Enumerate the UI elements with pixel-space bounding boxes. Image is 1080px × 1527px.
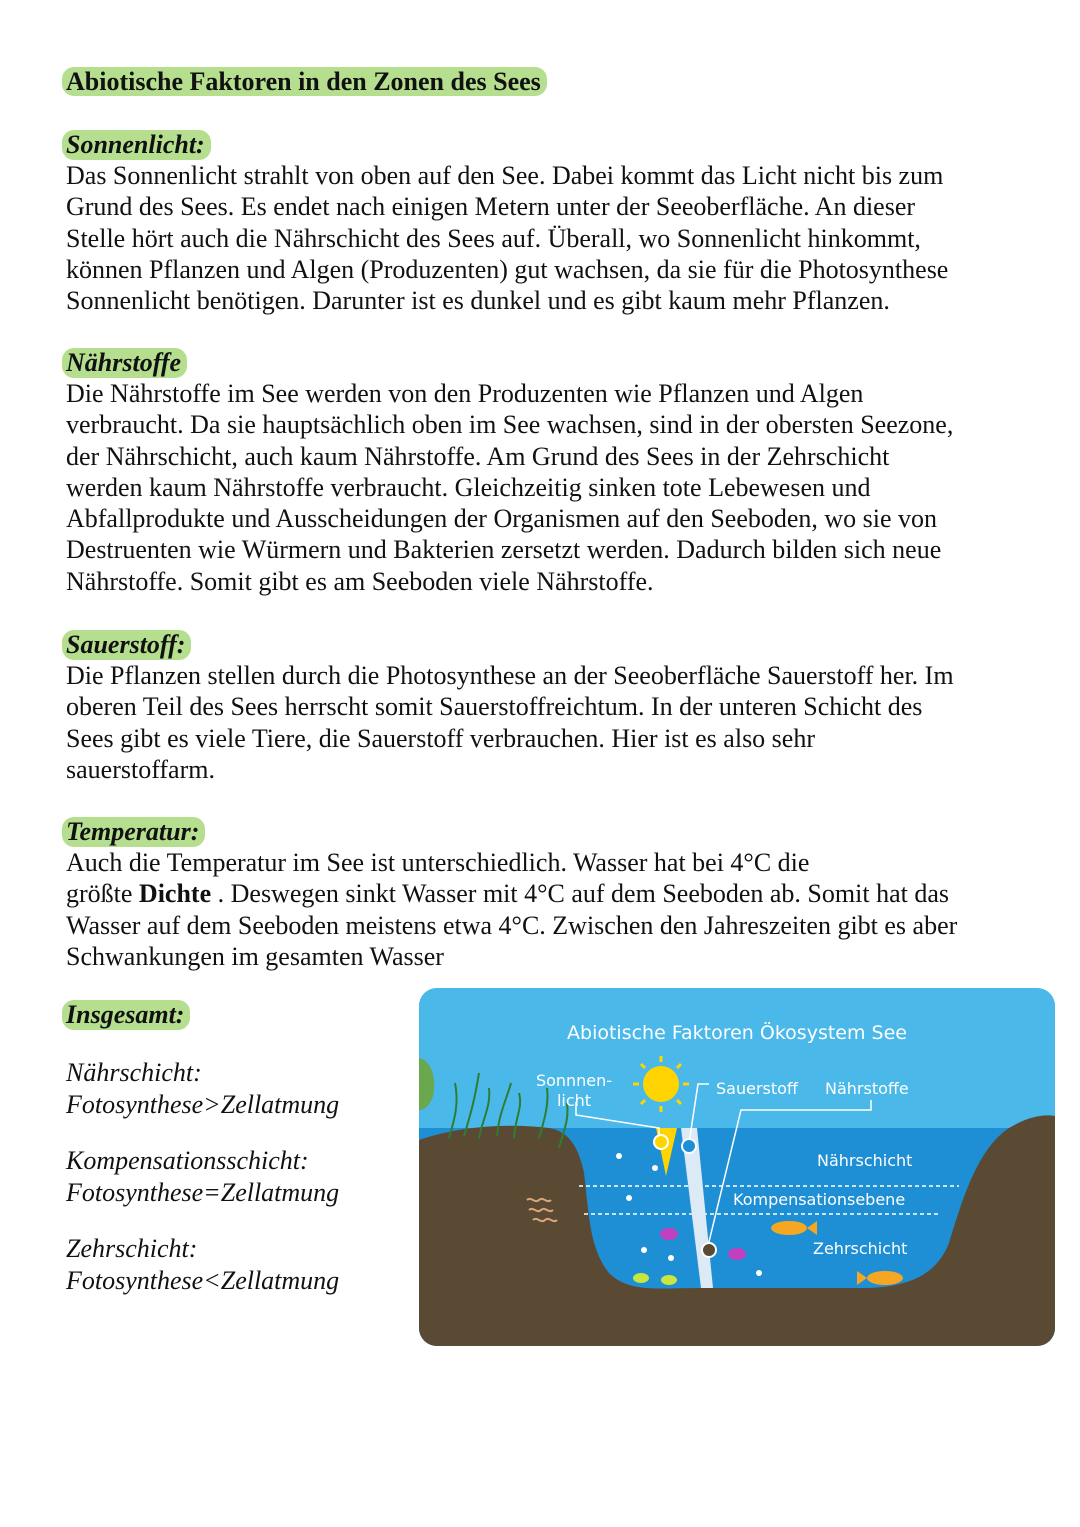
marker-light — [654, 1135, 668, 1149]
summary-kompensationsschicht — [66, 1145, 339, 1209]
label-zehrschicht: Zehrschicht — [813, 1239, 908, 1258]
paragraph-temperatur — [66, 847, 1026, 972]
summary-label: Kompensationsschicht: — [66, 1146, 309, 1175]
section-insgesamt — [66, 1000, 406, 1030]
summary-formula: Fotosynthese>Zellatmung — [66, 1090, 340, 1119]
summary-zehrschicht — [66, 1233, 339, 1297]
summary-formula: Fotosynthese=Zellatmung — [66, 1178, 340, 1207]
text-line: Abfallprodukte und Ausscheidungen der Organismen auf den Seeboden, wo sie von — [66, 504, 938, 534]
text-line: Sees gibt es viele Tiere, die Sauerstoff verbrauchen. Hier ist es also sehr — [66, 723, 815, 753]
label-sonnenlicht-2: licht — [556, 1091, 592, 1110]
text-line: verbraucht. Da sie hauptsächlich oben im See wachsen, sind in der obersten Seezone, — [66, 410, 954, 440]
label-kompensationsebene: Kompensationsebene — [733, 1190, 906, 1209]
text-line: sauerstoffarm. — [66, 754, 215, 784]
heading-insgesamt: Insgesamt: — [62, 1000, 190, 1030]
text-line: Destruenten wie Würmern und Bakterien zersetzt werden. Dadurch bilden sich neue — [66, 535, 942, 565]
section-naehrstoffe — [66, 348, 1026, 597]
section-sauerstoff — [66, 630, 1026, 785]
summary-label: Zehrschicht: — [66, 1234, 198, 1263]
fish-icon — [728, 1248, 746, 1260]
label-sauerstoff: Sauerstoff — [716, 1079, 798, 1098]
page-title — [62, 66, 547, 98]
paragraph-sauerstoff — [66, 660, 1026, 785]
text-line: Auch die Temperatur im See ist unterschiedlich. Wasser hat bei 4°C die — [66, 848, 810, 877]
section-sonnenlicht — [66, 130, 1026, 316]
paragraph-naehrstoffe — [66, 378, 1026, 597]
text-line: werden kaum Nährstoffe verbraucht. Gleichzeitig sinken tote Lebewesen und — [66, 472, 871, 502]
text-line: Sonnenlicht benötigen. Darunter ist es dunkel und es gibt kaum mehr Pflanzen. — [66, 286, 890, 316]
lake-diagram — [419, 988, 1055, 1346]
text-line: Die Pflanzen stellen durch die Photosynthese an der Seeoberfläche Sauerstoff her. Im — [66, 661, 954, 690]
text-line: der Nährschicht, auch kaum Nährstoffe. Am Grund des Sees in der Zehrschicht — [66, 441, 890, 471]
text-line: Stelle hört auch die Nährschicht des Sees auf. Überall, wo Sonnenlicht hinkommt, — [66, 223, 921, 253]
marker-oxygen — [682, 1139, 696, 1153]
summary-label: Nährschicht: — [66, 1058, 202, 1087]
figure-title: Abiotische Faktoren Ökosystem See — [567, 1022, 907, 1044]
text-line: oberen Teil des Sees herrscht somit Sauerstoffreichtum. In der unteren Schicht des — [66, 692, 923, 722]
text-fragment: größte — [66, 879, 139, 909]
text-line: Schwankungen im gesamten Wasser — [66, 941, 444, 971]
heading-sonnenlicht: Sonnenlicht: — [62, 130, 211, 160]
title-highlight: Abiotische Faktoren in den Zonen des Sees — [62, 67, 547, 96]
heading-temperatur: Temperatur: — [62, 817, 205, 847]
text-line: Das Sonnenlicht strahlt von oben auf den See. Dabei kommt das Licht nicht bis zum — [66, 161, 944, 190]
bold-term-dichte: Dichte — [138, 879, 212, 909]
heading-sauerstoff: Sauerstoff: — [62, 630, 191, 660]
summary-naehrschicht — [66, 1057, 339, 1121]
label-naehrstoffe: Nährstoffe — [825, 1079, 909, 1098]
summary-formula: Fotosynthese<Zellatmung — [66, 1266, 340, 1295]
text-line: Nährstoffe. Somit gibt es am Seeboden viele Nährstoffe. — [66, 566, 654, 596]
heading-naehrstoffe: Nährstoffe — [62, 348, 187, 378]
text-line: Die Nährstoffe im See werden von den Produzenten wie Pflanzen und Algen — [66, 379, 864, 408]
label-naehrschicht: Nährschicht — [817, 1151, 913, 1170]
label-sonnenlicht-1: Sonnnen- — [535, 1071, 613, 1090]
text-line: Wasser auf dem Seeboden meistens etwa 4°C. Zwischen den Jahreszeiten gibt es aber — [66, 910, 958, 940]
text-line: können Pflanzen und Algen (Produzenten) gut wachsen, da sie für die Photosynthese — [66, 254, 949, 284]
paragraph-sonnenlicht — [66, 160, 1026, 316]
text-line: Grund des Sees. Es endet nach einigen Metern unter der Seeoberfläche. An dieser — [66, 192, 916, 222]
text-fragment: . Deswegen sinkt Wasser mit 4°C auf dem Seeboden ab. Somit hat das — [211, 879, 949, 909]
section-temperatur — [66, 817, 1026, 972]
fish-icon — [660, 1228, 678, 1240]
lake-diagram-svg — [419, 988, 1055, 1346]
marker-nutrients — [702, 1243, 716, 1257]
